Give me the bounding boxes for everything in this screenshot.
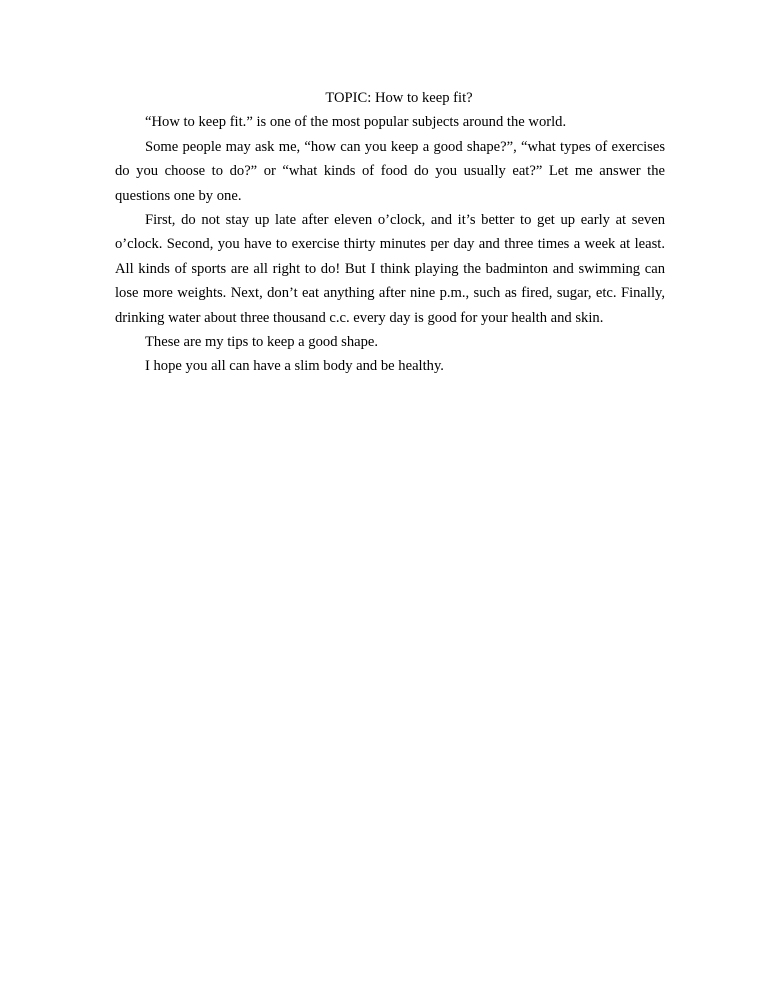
paragraph-intro: “How to keep fit.” is one of the most popular subjects around the world. [145, 114, 567, 131]
document-page [115, 86, 665, 379]
paragraph-closing: I hope you all can have a slim body and be healthy. [145, 358, 444, 375]
paragraph-tips: First, do not stay up late after eleven o’clock, and it’s better to get up early at seven o’clock. Second, you have to exercise thirty minutes per day and three times a week at least. All kinds of sports are all right to do! But I think playing the badminton and swimming can lose more weights. Next, don’t eat anything after nine p.m., such as fired, sugar, etc. Finally, drinking water about three thousand c.c. every day is good for your health and skin. [115, 212, 665, 326]
paragraph-summary: These are my tips to keep a good shape. [145, 334, 379, 351]
document-title: TOPIC: How to keep fit? [325, 90, 473, 106]
paragraph-questions: Some people may ask me, “how can you keep a good shape?”, “what types of exercises do you choose to do?” or “what kinds of food do you usually eat?” Let me answer the questions one by one. [115, 138, 665, 204]
